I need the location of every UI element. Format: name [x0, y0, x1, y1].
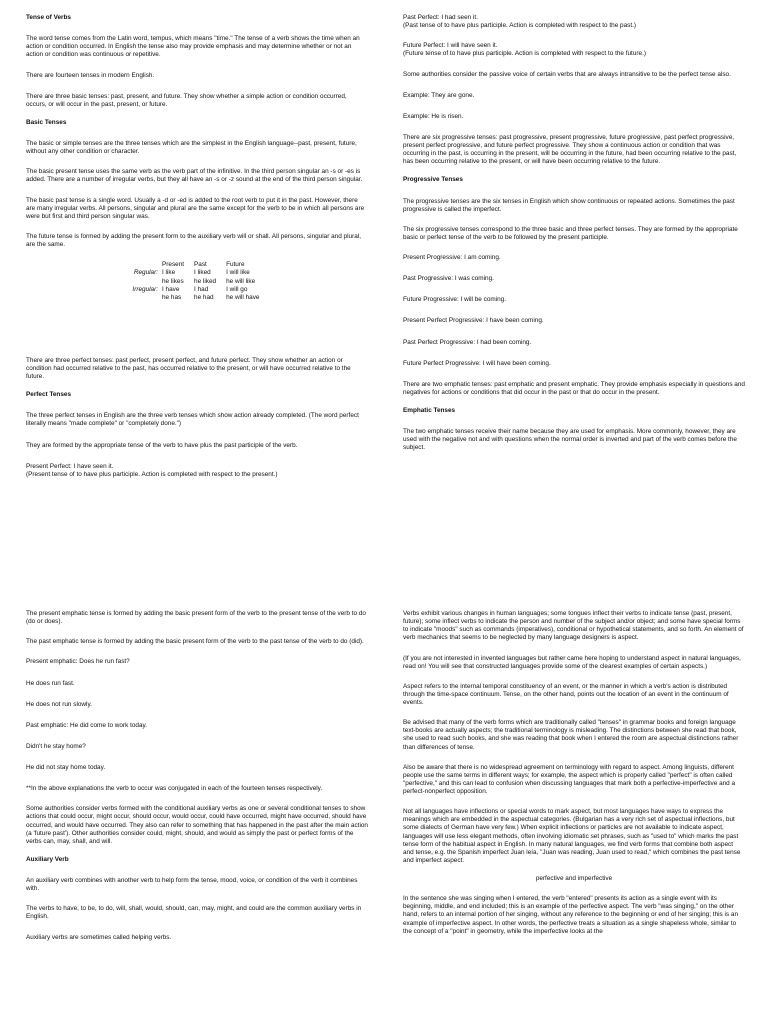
paragraph: (If you are not interested in invented languages but rather came here hoping to understand aspect in natural languages, read on! You will see that constructed languages provide some of the clearest examples of certain aspects.)	[403, 654, 741, 670]
table-cell: I will go	[226, 286, 248, 294]
paragraph: Present Progressive: I am coming.	[403, 254, 501, 261]
section-heading: perfective and imperfective	[535, 875, 613, 882]
paragraph: He does not run slowly.	[26, 700, 92, 708]
paragraph: Present Perfect: I have seen it.	[26, 462, 114, 470]
section-heading: Basic Tenses	[26, 118, 67, 126]
paragraph: The word tense comes from the Latin word, tempus, which means "time." The tense of a verb shows the time when an action or condition occurred. In English the tense also may provide emphasis and may determine whether or not an action or condition was continuous or repetitive.	[26, 35, 360, 59]
paragraph: The present emphatic tense is formed by adding the basic present form of the verb to the present tense of the verb to do (do or does).	[26, 610, 366, 626]
table-row	[128, 278, 269, 286]
paragraph: Past Perfect Progressive: I had been coming.	[403, 338, 532, 346]
paragraph: The past emphatic tense is formed by adding the basic present form of the verb to the past tense of the verb to do (did).	[26, 638, 364, 646]
paragraph: Be advised that many of the verb forms which are traditionally called "tenses" in grammar books and foreign language text-books are actually aspects; the traditional terminology is misleading. The distinctions between she read that book, she used to read such books, and she was reading that book when I entered the room are aspectual distinctions rather than differences of tense.	[403, 719, 739, 751]
paragraph: There are two emphatic tenses: past emphatic and present emphatic. They provide emphasis especially in questions and negatives for actions or conditions that did occur in the past or that do occur in the present.	[403, 380, 745, 396]
column-bottom-left	[26, 610, 368, 942]
section-heading: Auxiliary Verb	[26, 855, 69, 863]
paragraph: Not all languages have inflections or special words to mark aspect, but most languages have ways to express the meanings which are embedded in the aspectual categories. (Bulgarian has a very rich set of aspectual inflections, but some dialects of German have very few.) When explicit inflections or particles are not available to indicate aspect, languages will use less elegant methods, often involving idiomatic set phrases, such as "used to" which marks the past tense form of the habitual aspect in English. In many natural languages, we find verb forms that combine both aspect and tense, e.g. the Spanish imperfect Juan leía, "Juan was reading, Juan used to read," which combines the past tense and imperfect aspect.	[403, 808, 741, 864]
paragraph: (Future tense of to have plus participle. Action is completed with respect to the future.)	[403, 50, 646, 58]
section-heading: Tense of Verbs	[26, 14, 71, 21]
paragraph: Future Progressive: I will be coming.	[403, 296, 506, 304]
paragraph: The basic or simple tenses are the three tenses which are the simplest in the English language--past, present, future, without any other condition or character.	[26, 140, 357, 156]
row-label	[128, 294, 162, 302]
table-cell: I liked	[194, 269, 211, 277]
table-header: Future	[226, 261, 245, 269]
paragraph: Past emphatic: He did come to work today.	[26, 721, 148, 729]
paragraph: There are fourteen tenses in modern English.	[26, 71, 155, 79]
table-cell: he will like	[226, 277, 256, 285]
paragraph: Aspect refers to the internal temporal constituency of an event, or the manner in which a verb's action is distributed through the time-space continuum. Tense, on the other hand, points out the location of an event in the continuum of events.	[403, 682, 729, 706]
table-header: Present	[162, 261, 185, 269]
paragraph: The progressive tenses are the six tenses in English which show continuous or repeated actions. Sometimes the past progressive is called the imperfect.	[403, 197, 735, 213]
row-label: Regular:	[133, 269, 158, 277]
paragraph: Past Progressive: I was coming.	[403, 275, 494, 283]
paragraph: The verbs to have, to be, to do, will, shall, would, should, can, may, might, and could are the common auxiliary verbs in English.	[26, 905, 362, 921]
paragraph: In the sentence she was singing when I entered, the verb "entered" presents its action as a single event with its beginning, middle, and end included; this is an example of the perfective aspect. The verb "was singing," on the other hand, refers to an internal portion of her singing, without any reference to the beginning or end of her singing; this is an example of imperfective aspect. In other words, the perfective treats a situation as a single shapeless whole, similar to the concept of a "point" in geometry, while the imperfective looks at the	[403, 895, 739, 935]
table-cell: he has	[162, 294, 182, 302]
paragraph: (Past tense of to have plus participle. Action is completed with respect to the past.)	[403, 22, 637, 30]
paragraph: Auxiliary verbs are sometimes called helping verbs.	[26, 933, 172, 941]
paragraph: Verbs exhibit various changes in human languages; some tongues inflect their verbs to indicate tense (past, present, future); some inflect verbs to indicate the person and number of the subject and/or object; and some have special forms to indicate "moods" such as commands (imperatives), conditional or hypothetical statements, and so forth. An element of verb mechanics that seems to be neglected by many language designers is aspect.	[403, 610, 744, 642]
column-top-right	[403, 14, 745, 453]
paragraph: The future tense is formed by adding the present form to the auxiliary verb will or shall. All persons, singular and plural, are the same.	[26, 232, 361, 248]
table-row	[128, 294, 269, 302]
table-header: Past	[194, 261, 207, 269]
paragraph: The three perfect tenses in English are the three verb tenses which show action already completed. (The word perfect literally means "made complete" or "completely done.")	[26, 412, 359, 428]
table-row	[128, 269, 269, 277]
section-heading: Perfect Tenses	[26, 391, 71, 399]
table-cell: I had	[194, 286, 209, 294]
section-heading: Progressive Tenses	[403, 176, 463, 184]
table-cell: he liked	[194, 277, 217, 285]
paragraph: He does run fast.	[26, 679, 75, 687]
paragraph: There are six progressive tenses: past progressive, present progressive, future progressive, past perfect progressive, present perfect progressive, and future perfect progressive. They show a continuous action or condition that was occurring in the past, is occurring in the present, will be occurring in the future, had been occurring relative to the past, has been occurring relative to the present, or will have been occurring relative to the future.	[403, 133, 737, 166]
paragraph: He did not stay home today.	[26, 764, 106, 771]
column-bottom-right	[403, 610, 745, 936]
paragraph: Some authorities consider the passive voice of certain verbs that are always intransitive to be the perfect tense also.	[403, 70, 731, 78]
verb-tense-table	[128, 261, 269, 303]
paragraph: Future Perfect: I will have seen it.	[403, 42, 498, 50]
paragraph: There are three perfect tenses: past perfect, present perfect, and future perfect. They show whether an action or condition had occurred relative to the past, has occurred relative to the present, or will have occurred relative to the future.	[26, 356, 351, 381]
paragraph: The two emphatic tenses receive their name because they are used for emphasis. More commonly, however, they are used with the negative not and with questions when the normal order is inverted and part of the verb comes before the subject.	[403, 428, 737, 452]
section-heading: Emphatic Tenses	[403, 407, 456, 414]
table-cell: he likes	[162, 277, 184, 285]
table-cell: I like	[162, 269, 176, 277]
paragraph: Also be aware that there is no widespread agreement on terminology with regard to aspect. Among linguists, different people use the same terms in different ways; for example, the aspect which is properly called "perfect" is often called "perfective," and this can lead to confusion when discussing languages that mark both a perfective-imperfective and a perfect-nonperfect opposition.	[403, 763, 736, 795]
row-label: Irregular:	[132, 286, 158, 294]
paragraph: Future Perfect Progressive: I will have been coming.	[403, 359, 551, 367]
paragraph: Past Perfect: I had seen it.	[403, 14, 478, 21]
table-row	[128, 286, 269, 294]
paragraph: They are formed by the appropriate tense of the verb to have plus the past participle of the verb.	[26, 441, 298, 449]
paragraph: Example: He is risen.	[403, 112, 464, 120]
table-cell: he will have	[226, 294, 260, 302]
paragraph: The six progressive tenses correspond to the three basic and three perfect tenses. They are formed by the appropriate basic or perfect tense of the verb to be followed by the present participle.	[403, 225, 738, 241]
table-cell: I have	[162, 286, 180, 294]
paragraph: Example: They are gone.	[403, 91, 475, 99]
paragraph: (Present tense of to have plus participle. Action is completed with respect to the present.)	[26, 470, 278, 478]
paragraph: Present Perfect Progressive: I have been coming.	[403, 317, 544, 325]
table-cell: he had	[194, 294, 214, 302]
paragraph: The basic past tense is a single word. Usually a -d or -ed is added to the root verb to put it in the past. However, there are many irregular verbs. All persons, singular and plural are the same except for the verb to be in which all persons are were but first and third person singular was.	[26, 196, 365, 220]
table-cell: I will like	[226, 269, 250, 277]
paragraph: Some authorities consider verbs formed with the conditional auxiliary verbs as one or several conditional tenses to show actions that could occur, might occur, should occur, would occur, could have occurred, might have occurred, should have occurred, and would have occurred. They also can refer to something that has happened in the past after the main action (a 'future past'). Other authorities consider could, might, should, and would as simply the past or perfect forms of the verbs can, may, shall, and will.	[26, 805, 368, 845]
paragraph: Present emphatic: Does he run fast?	[26, 658, 130, 666]
paragraph: Didn't he stay home?	[26, 742, 86, 750]
paragraph: The basic present tense uses the same verb as the verb part of the infinitive. In the third person singular an -s or -es is added. There are a number of irregular verbs, but they all have an -s or -z sound at the end of the third person singular.	[26, 168, 363, 184]
row-label	[128, 278, 162, 286]
paragraph: There are three basic tenses: past, present, and future. They show whether a simple action or condition occurred, occurs, or will occur in the past, present, or future.	[26, 92, 347, 108]
paragraph: **In the above explanations the verb to occur was conjugated in each of the fourteen tenses respectively.	[26, 785, 323, 793]
column-top-left	[26, 14, 368, 479]
paragraph: An auxiliary verb combines with another verb to help form the tense, mood, voice, or condition of the verb it combines with.	[26, 877, 358, 893]
